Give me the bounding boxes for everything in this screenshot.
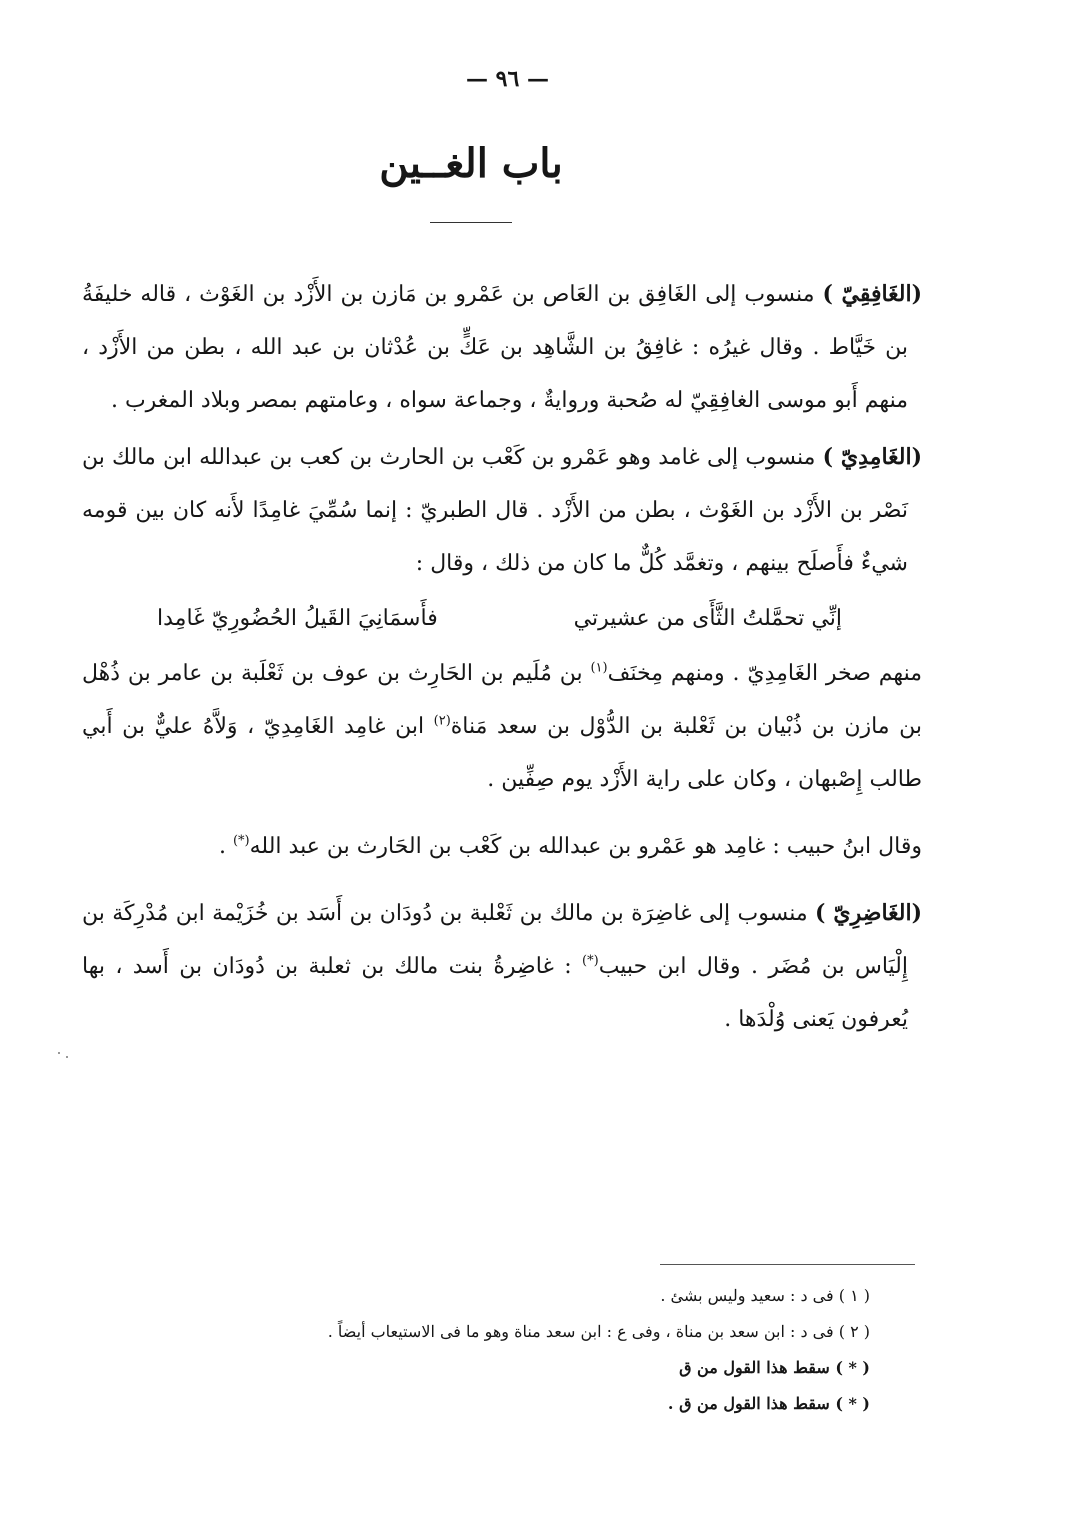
chapter-title: باب الغــين	[379, 140, 563, 187]
main-text	[82, 268, 922, 1046]
footnote-reference: (*)	[232, 833, 250, 849]
scan-speck	[58, 1052, 60, 1054]
footnote-reference: (١)	[590, 660, 608, 676]
entry-text: بن مُلَيم بن الحَارِث بن عوف بن ثَعْلَبة بن عامر بن ذُهْل بن مازن بن ذُبْيان بن ثَعْلبة بن الدُّوْل بن سعد مَناة	[82, 661, 923, 739]
page-number: — ٩٦ —	[466, 66, 549, 92]
entry-text: : غاضِرةُ بنت مالك بن ثعلبة بن دُودَان بن أَسد ، بها يُعرفون يَعنى وُلْدَها .	[82, 954, 908, 1032]
entry-heading: (الغَامِدِيّ )	[822, 444, 922, 470]
title-underline	[430, 222, 512, 223]
footnote-reference: (*)	[582, 953, 599, 969]
entry-text: وقال ابنُ حبيب : غامِد هو عَمْرو بن عبدالله بن كَعْب بن الحَارث بن عبد الله	[249, 834, 922, 859]
verse-first-hemistich: إنِّي تحمَّلتُ الثَّأَى من عشيرتي	[573, 606, 842, 631]
entry-ghadiri	[82, 887, 922, 1046]
entry-heading: (الغَافِقِيّ )	[822, 281, 923, 307]
entry-text: ابن غامِد الغَامِدِيّ ، وَلاَّهُ عليٌّ بن أَبي طالب إِصْبهان ، وكان على راية الأَزْد يوم صِفِّين .	[82, 714, 922, 792]
footnotes	[230, 1278, 870, 1422]
footnote-separator	[660, 1264, 915, 1265]
entry-text: .	[218, 834, 233, 859]
footnote-3: ( * ) سقط هذا القول من ق	[679, 1358, 870, 1377]
entry-text: منسوب إلى غاضِرَة بن مالك بن ثَعْلبة بن دُودَان بن أَسَد بن خُزَيْمة ابن مُدْرِكَة بن إِلْيَاس بن مُضَر . وقال ابن حبيب	[82, 901, 908, 979]
entry-ibn-habib-note	[82, 820, 922, 873]
entry-ghamidi-continuation	[82, 647, 922, 806]
entry-text: منهم صخر الغَامِدِيّ . ومنهم مِخنَف	[607, 661, 922, 686]
footnote-reference: (٢)	[433, 713, 451, 729]
entry-heading: (الغَاضِرِيّ )	[814, 900, 922, 926]
entry-ghamidi	[82, 431, 922, 590]
poetry-verse	[82, 592, 922, 645]
verse-second-hemistich: فأَسمَانِيَ القَيلُ الحُضُورِيّ غَامِدا	[157, 606, 438, 631]
entry-text: منسوب إلى الغَافِق بن العَاص بن عَمْرو بن مَازن بن الأَزْد بن الغَوْث ، قاله خليفَةُ بن خَيَّاط . وقال غيرُه : غافِقُ بن الشَّاهِد بن عَكٍّ بن عُدْثان بن عبد الله ، بطن من الأَزْد ، منهم أَبو موسى الغافِقِيّ له صُحبة وروايةٌ ، وجماعة سواه ، وعامتهم بمصر وبلاد المغرب .	[82, 282, 908, 413]
footnote-4: ( * ) سقط هذا القول من ق .	[667, 1394, 870, 1413]
footnote-2: ( ٢ ) فى د : ابن سعد بن مناة ، وفى ع : ابن سعد مناة وهو ما فى الاستيعاب أيضاً .	[327, 1322, 870, 1341]
footnote-1: ( ١ ) فى د : سعيد وليس بشئ .	[660, 1286, 870, 1305]
entry-ghafiqi	[82, 268, 922, 427]
entry-text: منسوب إلى غامد وهو عَمْرو بن كَعْب بن الحارث بن كعب بن عبدالله ابن مالك بن نَصْر بن الأَزْد بن الغَوْث ، بطن من الأَزْد . قال الطبريّ : إنما سُمِّيَ غامِدًا لأَنه كان بين قومه شيءٌ فأَصلَح بينهم ، وتغمَّد كُلٌّ ما كان من ذلك ، وقال :	[82, 445, 908, 576]
scan-speck	[66, 1056, 68, 1058]
